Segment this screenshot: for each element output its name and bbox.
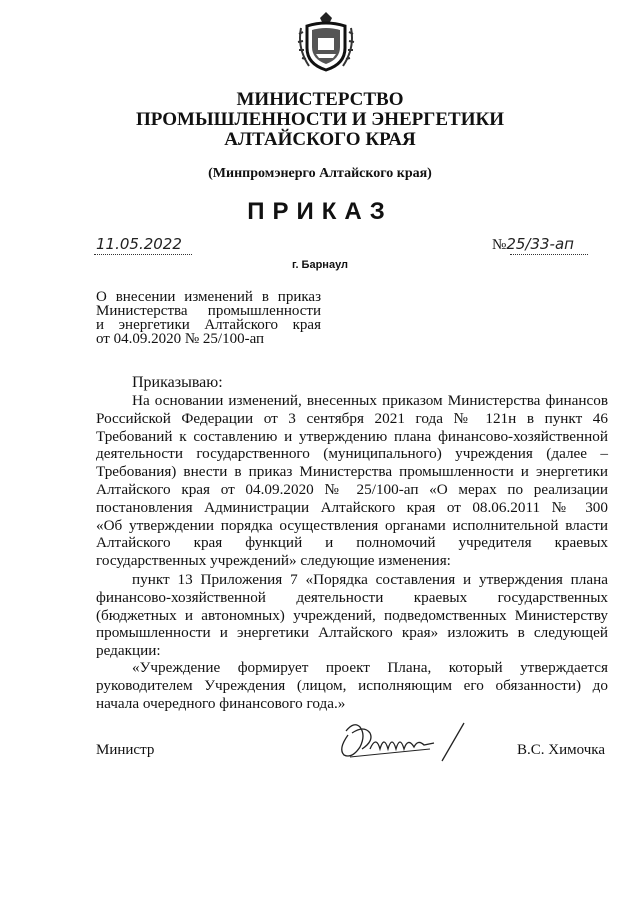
signer-position: Министр: [96, 742, 155, 758]
ministry-abbreviation: (Минпромэнерго Алтайского края): [208, 166, 432, 181]
subject-line: и энергетики Алтайского края: [96, 317, 321, 333]
document-number-block: [492, 235, 574, 254]
signer-name: В.С. Химочка: [517, 742, 605, 758]
body-line: «Учреждение формирует проект Плана, который утверждается: [132, 659, 608, 676]
body-line: руководителем Учреждения (лицом, исполняющим его обязанности) до: [96, 676, 608, 694]
document-number: 25/33-ап: [506, 235, 574, 253]
body-paragraph-2: [96, 571, 608, 660]
handwritten-signature-icon: [330, 705, 480, 765]
ministry-name-line-3: АЛТАЙСКОГО КРАЯ: [224, 129, 416, 150]
number-underline: [510, 254, 588, 255]
document-date: 11.05.2022: [96, 235, 182, 253]
document-subject: [96, 290, 321, 346]
body-line: Требования) внести в приказ Министерства промышленности и энергетики: [96, 463, 608, 481]
body-line: Российской Федерации от 3 сентября 2021 года № 121н в пункт 46: [96, 409, 608, 427]
date-underline: [94, 254, 192, 255]
subject-line: О внесении изменений в приказ: [96, 289, 321, 305]
body-line: (бюджетных и автономных) учреждений, подведомственных Министерству: [96, 606, 608, 624]
body-paragraph-1: [96, 392, 608, 570]
subject-line: Министерства промышленности: [96, 303, 321, 319]
coat-of-arms-emblem-icon: [297, 8, 355, 72]
body-line: пункт 13 Приложения 7 «Порядка составления и утверждения плана: [132, 571, 608, 588]
body-line: деятельности государственного (муниципального) учреждения (далее –: [96, 445, 608, 463]
body-line: Алтайского края функций и полномочий учредителя краевых: [96, 534, 608, 552]
body-line: промышленности и энергетики Алтайского края» изложить в следующей: [96, 624, 608, 642]
body-line: постановления Администрации Алтайского края от 08.06.2011 № 300: [96, 498, 608, 516]
body-line: Алтайского края от 04.09.2020 № 25/100-ап «О мерах по реализации: [96, 480, 608, 498]
body-line: «Об утверждении порядка осуществления органами исполнительной власти: [96, 516, 608, 534]
body-line: финансово-хозяйственной деятельности краевых государственных: [96, 588, 608, 606]
document-type-title: ПРИКАЗ: [247, 198, 393, 225]
ministry-name-line-2: ПРОМЫШЛЕННОСТИ И ЭНЕРГЕТИКИ: [135, 109, 505, 130]
city: г. Барнаул: [291, 259, 349, 271]
body-line: На основании изменений, внесенных приказом Министерства финансов: [132, 392, 608, 409]
order-word: Приказываю:: [132, 374, 223, 391]
ministry-name-line-1: МИНИСТЕРСТВО: [236, 89, 404, 110]
body-line: Требований к составлению и утверждению плана финансово-хозяйственной: [96, 427, 608, 445]
body-line: редакции:: [96, 642, 161, 660]
body-line: государственных учреждений» следующие изменения:: [96, 552, 451, 570]
subject-line: от 04.09.2020 № 25/100-ап: [96, 331, 265, 347]
body-line: начала очередного финансового года.»: [96, 694, 346, 712]
number-sign: №: [492, 237, 507, 253]
